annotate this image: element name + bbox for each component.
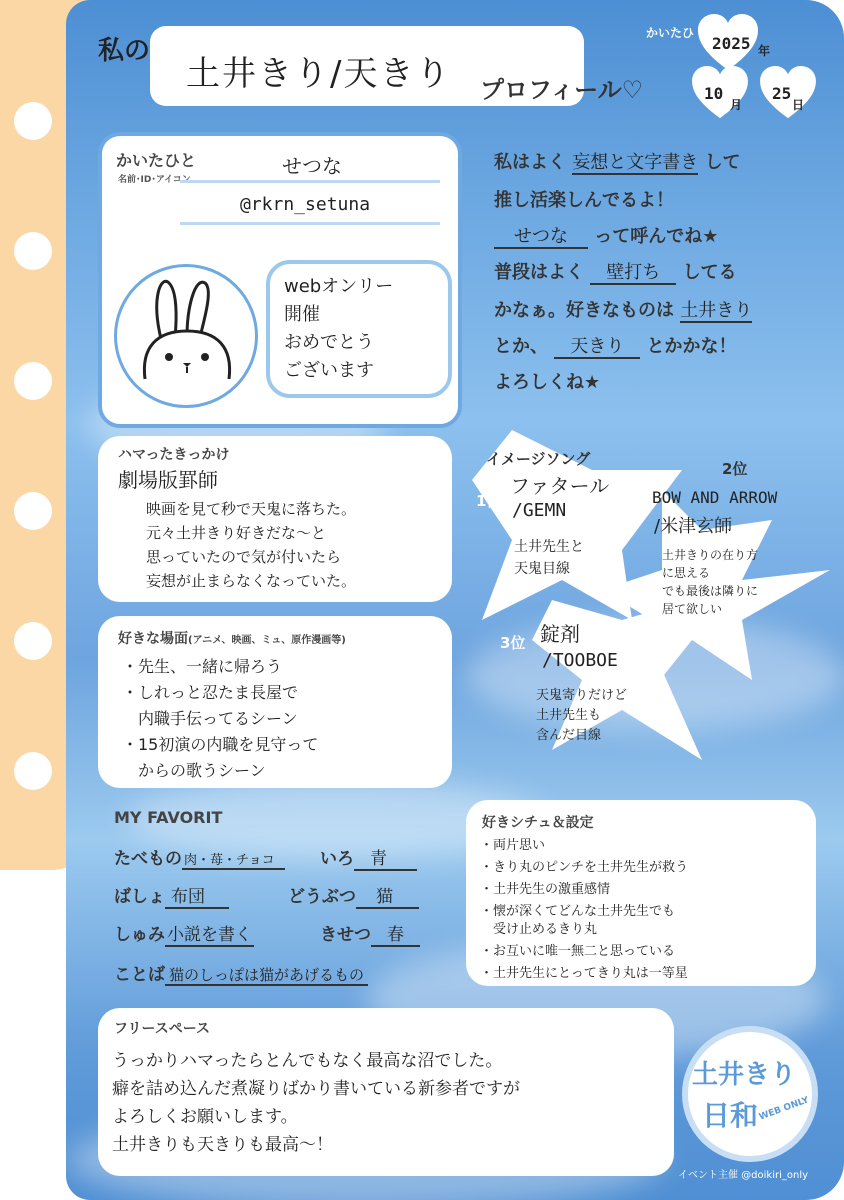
underline bbox=[180, 180, 440, 183]
bubble-line: おめでとう bbox=[284, 332, 374, 353]
song-note: 土井きりの在り方 bbox=[662, 548, 759, 562]
situation-line: ・お互いに唯一無二と思っている bbox=[480, 944, 676, 959]
fav-key: どうぶつ bbox=[288, 887, 356, 907]
song-note: でも最後は隣りに bbox=[662, 584, 759, 598]
bubble-line: webオンリー bbox=[284, 276, 394, 297]
date-month: 10 bbox=[704, 84, 724, 103]
fav-value: 小説を書く bbox=[167, 925, 252, 945]
trigger-line: 妄想が止まらなくなっていた。 bbox=[146, 572, 357, 590]
logo-credit: イベント主催 @doikiri_only bbox=[678, 1170, 809, 1181]
intro-text-part: かなぁ。好きなものは bbox=[494, 300, 674, 321]
intro-blank: せつな bbox=[494, 226, 588, 249]
fav-key: しゅみ bbox=[114, 925, 165, 945]
song-title: BOW AND ARROW bbox=[652, 488, 778, 507]
song-artist: /米津玄師 bbox=[654, 516, 733, 537]
trigger-title: 劇場版罫師 bbox=[118, 468, 218, 492]
title-suffix: プロフィール♡ bbox=[480, 76, 644, 104]
author-id: @rkrn_setuna bbox=[240, 194, 371, 215]
intro-text-part: よろしくね★ bbox=[494, 372, 601, 393]
song-note: 含んだ目線 bbox=[536, 728, 602, 743]
song-rank: 3位 bbox=[500, 634, 526, 652]
situation-line: ・きり丸のピンチを土井先生が救う bbox=[480, 860, 689, 875]
song-artist: /TOOBOE bbox=[542, 650, 618, 671]
favorites-label: MY FAVORIT bbox=[114, 808, 223, 827]
trigger-line: 元々土井きり好きだな〜と bbox=[146, 524, 327, 542]
date-month-unit: 月 bbox=[730, 98, 743, 112]
song-title: ファタール bbox=[510, 474, 610, 498]
trigger-card bbox=[98, 436, 452, 602]
binder-hole bbox=[14, 622, 52, 660]
situations-card bbox=[466, 800, 816, 986]
intro-text-part: って呼んでね★ bbox=[594, 226, 719, 247]
logo-text: 日和 bbox=[702, 1099, 759, 1132]
free-line: よろしくお願いします。 bbox=[112, 1107, 298, 1127]
song-artist: /GEMN bbox=[512, 500, 567, 521]
intro-text-part: してる bbox=[682, 262, 737, 283]
intro-blank: 妄想と文字書き bbox=[572, 152, 699, 173]
trigger-line: 映画を見て秒で天鬼に落ちた。 bbox=[146, 500, 357, 518]
trigger-line: 思っていたので気が付いたら bbox=[146, 548, 342, 566]
intro-blank: 壁打ち bbox=[590, 262, 676, 285]
speech-bubble bbox=[266, 260, 452, 398]
situation-line: ・両片思い bbox=[480, 838, 546, 853]
profile-sheet bbox=[66, 0, 844, 1200]
event-logo bbox=[682, 1026, 818, 1162]
fav-key: きせつ bbox=[320, 925, 371, 945]
bubble-line: 開催 bbox=[284, 304, 320, 325]
free-space-card bbox=[98, 1008, 674, 1176]
binder-hole bbox=[14, 102, 52, 140]
scene-line: 内職手伝ってるシーン bbox=[122, 709, 298, 728]
songs-label: イメージソング bbox=[486, 450, 591, 468]
page-title: 土井きり/天きり bbox=[186, 54, 452, 94]
fav-value: 猫のしっぽは猫があげるもの bbox=[165, 966, 368, 986]
binder-hole bbox=[14, 492, 52, 530]
fav-key: ばしょ bbox=[114, 887, 165, 907]
rabbit-icon bbox=[117, 267, 255, 405]
situations-label: 好きシチュ＆設定 bbox=[482, 815, 594, 831]
scene-line: ・先生、一緒に帰ろう bbox=[122, 657, 283, 676]
song-title: 錠剤 bbox=[540, 622, 580, 646]
fav-value: 猫 bbox=[356, 887, 419, 909]
free-line: 癖を詰め込んだ煮凝りばかり書いている新参者ですが bbox=[112, 1079, 520, 1099]
song-note: 天鬼寄りだけど bbox=[536, 688, 628, 703]
song-note: に思える bbox=[662, 566, 711, 580]
fav-value: 布団 bbox=[165, 887, 229, 909]
scenes-label: 好きな場面 bbox=[118, 631, 188, 647]
author-card bbox=[98, 132, 462, 428]
author-label: かいたひと bbox=[116, 151, 197, 170]
song-rank: 2位 bbox=[722, 460, 748, 478]
trigger-label: ハマったきっかけ bbox=[118, 447, 230, 463]
date-day: 25 bbox=[772, 84, 792, 103]
fav-value: 青 bbox=[354, 849, 417, 871]
free-line: 土井きりも天きりも最高〜！ bbox=[112, 1135, 333, 1155]
fav-value: 春 bbox=[371, 925, 420, 947]
binder-hole bbox=[14, 362, 52, 400]
intro-text-part: とか、 bbox=[494, 336, 548, 357]
intro-text-part: とかかな！ bbox=[646, 336, 737, 357]
intro-blank: 土井きり bbox=[680, 300, 753, 321]
song-note: 土井先生も bbox=[536, 708, 602, 723]
song-rank: 1位 bbox=[476, 492, 502, 510]
song-note: 土井先生と bbox=[514, 539, 584, 555]
avatar bbox=[114, 264, 258, 408]
situation-line: 受け止めるきり丸 bbox=[480, 922, 598, 937]
song-note: 居て欲しい bbox=[662, 602, 723, 616]
fav-key: いろ bbox=[320, 849, 354, 869]
binder-hole bbox=[14, 232, 52, 270]
intro-text-part: 普段はよく bbox=[494, 262, 584, 283]
situation-line: ・懐が深くてどんな土井先生でも bbox=[480, 904, 676, 919]
song-note: 天鬼目線 bbox=[514, 561, 570, 577]
scene-line: からの歌うシーン bbox=[122, 761, 266, 780]
fav-key: ことば bbox=[114, 965, 165, 985]
date-day-unit: 日 bbox=[792, 98, 805, 112]
date-year: 2025 bbox=[712, 34, 751, 53]
situation-line: ・土井先生にとってきり丸は一等星 bbox=[480, 966, 688, 981]
bubble-line: ございます bbox=[284, 360, 374, 381]
fav-key: たべもの bbox=[114, 849, 182, 869]
logo-text: 土井きり bbox=[692, 1060, 797, 1090]
scene-line: ・しれっと忍たま長屋で bbox=[122, 683, 299, 702]
intro-text-part: 推し活楽しんでるよ！ bbox=[494, 190, 674, 211]
title-prefix: 私の bbox=[98, 36, 151, 66]
intro-text-part: して bbox=[704, 152, 741, 173]
scenes-label-note: (アニメ、映画、ミュ、原作漫画等) bbox=[188, 635, 346, 646]
author-name: せつな bbox=[282, 154, 342, 178]
scene-line: ・15初演の内職を見守って bbox=[122, 735, 319, 754]
underline bbox=[180, 222, 440, 225]
intro-blank: 天きり bbox=[554, 336, 640, 359]
date-label: かいたひ bbox=[646, 26, 695, 40]
author-sublabel: 名前･ID･アイコン bbox=[118, 175, 191, 185]
fav-value: 肉・苺・チョコ bbox=[182, 853, 285, 870]
scenes-card bbox=[98, 616, 452, 788]
date-year-unit: 年 bbox=[758, 44, 771, 58]
free-label: フリースペース bbox=[114, 1021, 211, 1037]
logo-badge: WEB ONLY bbox=[757, 1095, 811, 1123]
free-line: うっかりハマったらとんでもなく最高な沼でした。 bbox=[112, 1051, 503, 1071]
situation-line: ・土井先生の激重感情 bbox=[480, 882, 611, 897]
intro-text-part: 私はよく bbox=[494, 152, 566, 173]
binder-hole bbox=[14, 752, 52, 790]
